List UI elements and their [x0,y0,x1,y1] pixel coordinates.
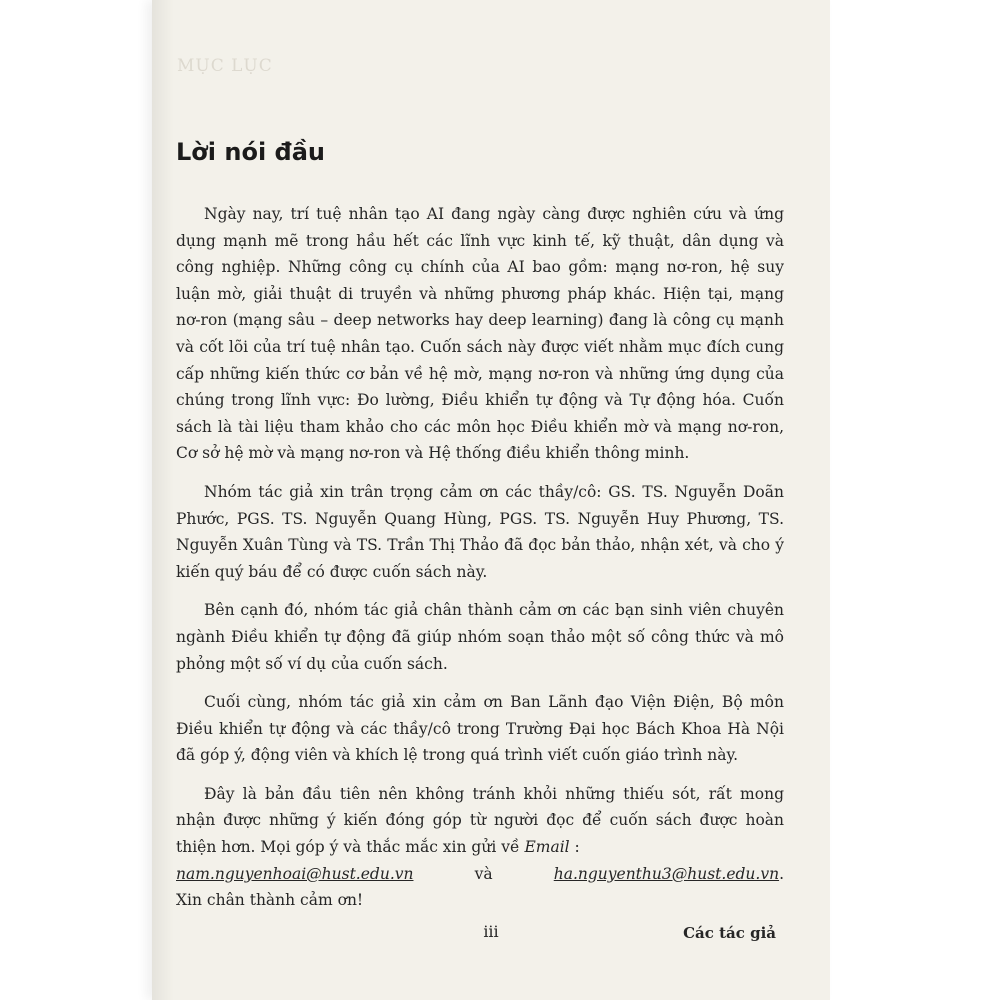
bleed-through-heading: MỤC LỤC [177,56,273,76]
email-end: . [779,864,784,883]
email-link-nam[interactable]: nam.nguyenhoai@hust.edu.vn [176,864,414,883]
feedback-text: Đây là bản đầu tiên nên không tránh khỏi những thiếu sót, rất mong nhận được những ý kiến đóng góp từ người đọc để cuốn sách được hoàn thiện hơn. Mọi góp ý và thắc mắc xin gửi về [176,784,784,857]
email-colon: : [569,838,580,857]
closing-line: Xin chân thành cảm ơn! [176,891,364,910]
email-joiner: và [413,864,554,883]
paragraph-feedback [176,781,784,861]
email-line [176,861,784,888]
email-label: Email [524,838,570,857]
preface-body [176,201,784,946]
page-title: Lời nói đầu [176,138,325,166]
email-link-ha[interactable]: ha.nguyenthu3@hust.edu.vn [553,864,780,883]
page-number: iii [483,922,499,941]
signature: Các tác giả [683,923,776,942]
paragraph-acknowledgement-institute: Cuối cùng, nhóm tác giả xin cảm ơn Ban Lãnh đạo Viện Điện, Bộ môn Điều khiển tự động và các thầy/cô trong Trường Đại học Bách Khoa Hà Nội đã góp ý, động viên và khích lệ trong quá trình viết cuốn giáo trình này. [176,693,784,765]
paragraph-acknowledgement-students: Bên cạnh đó, nhóm tác giả chân thành cảm ơn các bạn sinh viên chuyên ngành Điều khiển tự động đã giúp nhóm soạn thảo một số công thức và mô phỏng một số ví dụ của cuốn sách. [176,601,784,673]
paragraph-acknowledgement-reviewers: Nhóm tác giả xin trân trọng cảm ơn các thầy/cô: GS. TS. Nguyễn Doãn Phước, PGS. TS. Nguyễn Quang Hùng, PGS. TS. Nguyễn Huy Phương, TS. Nguyễn Xuân Tùng và TS. Trần Thị Thảo đã đọc bản thảo, nhận xét, và cho ý kiến quý báu để có được cuốn sách này. [176,482,784,581]
book-page [152,0,830,1000]
paragraph-intro: Ngày nay, trí tuệ nhân tạo AI đang ngày càng được nghiên cứu và ứng dụng mạnh mẽ trong hầu hết các lĩnh vực kinh tế, kỹ thuật, dân dụng và công nghiệp. Những công cụ chính của AI bao gồm: mạng nơ-ron, hệ suy luận mờ, giải thuật di truyền và những phương pháp khác. Hiện tại, mạng nơ-ron (mạng sâu – deep networks hay deep learning) đang là công cụ mạnh và cốt lõi của trí tuệ nhân tạo. Cuốn sách này được viết nhằm mục đích cung cấp những kiến thức cơ bản về hệ mờ, mạng nơ-ron và những ứng dụng của chúng trong lĩnh vực: Đo lường, Điều khiển tự động và Tự động hóa. Cuốn sách là tài liệu tham khảo cho các môn học Điều khiển mờ và mạng nơ-ron, Cơ sở hệ mờ và mạng nơ-ron và Hệ thống điều khiển thông minh. [176,205,784,463]
